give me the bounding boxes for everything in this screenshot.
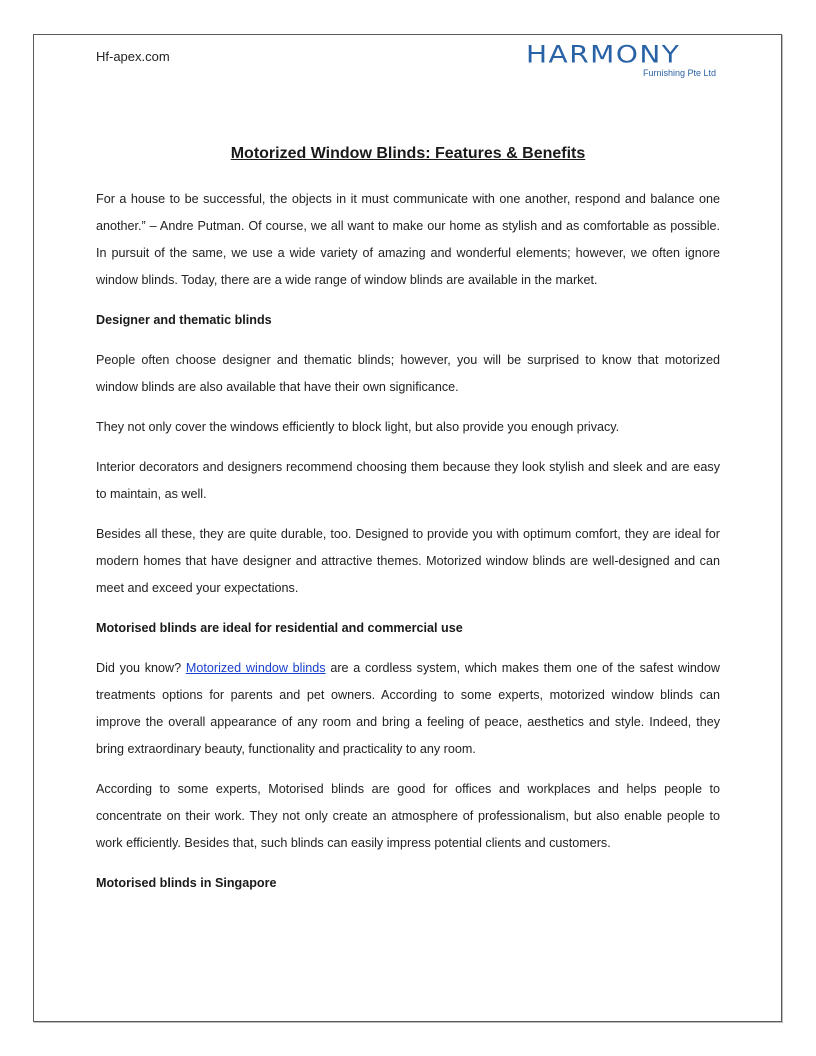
logo-wordmark: HARMONY bbox=[526, 40, 681, 69]
paragraph-text: are a cordless system, which makes them one of the safest window treatments options for parents and pet owners. According to some experts, motorized window blinds can improve the overall appearance of any room and bring a feeling of peace, aesthetics and style. Indeed, they bring extraordinary beauty, functionality and practicality to any room. bbox=[96, 661, 720, 756]
document-body bbox=[96, 186, 720, 910]
section-heading-residential-commercial: Motorised blinds are ideal for residential and commercial use bbox=[96, 621, 463, 635]
harmony-logo bbox=[526, 42, 718, 78]
paragraph: Besides all these, they are quite durable, too. Designed to provide you with optimum comfort, they are ideal for modern homes that have designer and attractive themes. Motorized window blinds are well-designed and can meet and exceed your expectations. bbox=[96, 527, 720, 595]
paragraph: Interior decorators and designers recommend choosing them because they look stylish and sleek and are easy to maintain, as well. bbox=[96, 460, 720, 501]
document-title: Motorized Window Blinds: Features & Benefits bbox=[230, 145, 586, 162]
intro-paragraph: For a house to be successful, the objects in it must communicate with one another, respond and balance one another.” – Andre Putman. Of course, we all want to make our home as stylish and as comfortable as possible. In pursuit of the same, we use a wide variety of amazing and wonderful elements; however, we often ignore window blinds. Today, there are a wide range of window blinds are available in the market. bbox=[96, 192, 720, 287]
section-heading-designer: Designer and thematic blinds bbox=[96, 313, 272, 327]
paragraph-with-link bbox=[96, 655, 720, 763]
paragraph: According to some experts, Motorised blinds are good for offices and workplaces and helps people to concentrate on their work. They not only create an atmosphere of professionalism, but also enable people to work efficiently. Besides that, such blinds can easily impress potential clients and customers. bbox=[96, 782, 720, 850]
logo-tagline: Furnishing Pte Ltd bbox=[642, 68, 716, 78]
paragraph: People often choose designer and thematic blinds; however, you will be surprised to know that motorized window blinds are also available that have their own significance. bbox=[96, 353, 720, 394]
motorized-window-blinds-link[interactable]: Motorized window blinds bbox=[185, 661, 326, 675]
paragraph-text: Did you know? bbox=[96, 661, 186, 675]
site-url: Hf-apex.com bbox=[96, 49, 170, 64]
section-heading-singapore: Motorised blinds in Singapore bbox=[96, 876, 277, 890]
paragraph: They not only cover the windows efficiently to block light, but also provide you enough privacy. bbox=[96, 420, 620, 434]
